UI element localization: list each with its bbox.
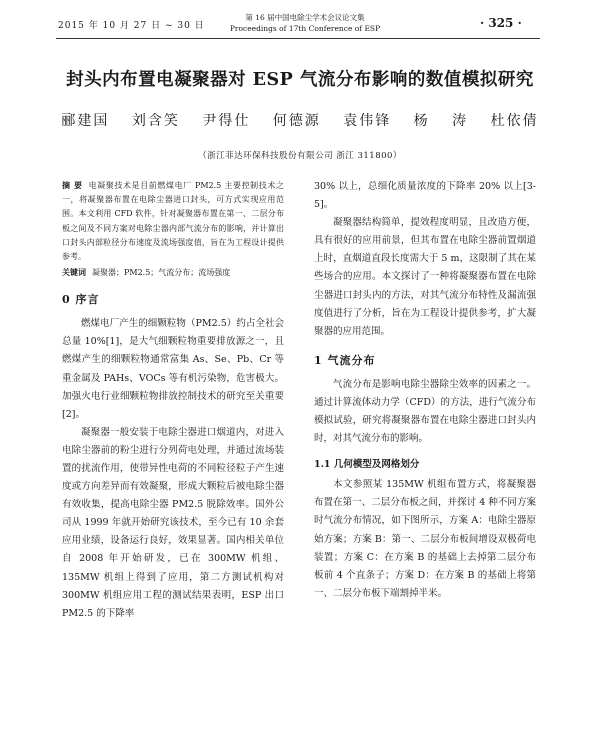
subsection-heading-model: 1.1 几何模型及网格划分 xyxy=(314,459,420,471)
intro-paragraph-2: 凝聚器一般安装于电除尘器进口烟道内，对进入电除尘器前的粉尘进行分列荷电处理，并通过流场装置的扰流作用，使带异性电荷的不同粒径粒子产生速度或方向差异而有效凝聚，形成大颗粒后被电除尘器有效收集，提高电除尘器 PM2.5 脱除效率。国外公司从 1999 年就开始研究该技术，至今已有 10 余套应用业绩，设备运行良好，效果显著。国内相关单位自 2008 年开始研发，已在 300MW 机组、135MW 机组上得到了应用，第二方测试机构对 300MW 机组应用工程的测试结果表明，ESP 出口 PM2.5 的下降率 xyxy=(62,426,284,619)
keywords xyxy=(62,265,284,280)
paper-title: 封头内布置电凝聚器对 ESP 气流分布影响的数值模拟研究 xyxy=(66,70,534,90)
keywords-text: 凝聚器；PM2.5；气流分布；流场强度 xyxy=(92,268,231,278)
section-heading-flow: 1 气流分布 xyxy=(314,353,376,367)
affiliation: （浙江菲达环保科技股份有限公司 浙江 311800） xyxy=(198,151,402,161)
header-date: 2015 年 10 月 27 日 ~ 30 日 xyxy=(58,21,205,31)
author-list: 郦建国 刘含笑 尹得仕 何德源 袁伟锋 杨 涛 杜依倩 xyxy=(61,113,539,129)
page-number: · 325 · xyxy=(480,16,522,30)
abstract-label: 摘 要 xyxy=(62,180,83,190)
intro-paragraph-3: 凝聚器结构简单，提效程度明显，且改造方便，具有很好的应用前景，但其布置在电除尘器前置烟道上时，直烟道直段长度需大于 5 m，这限制了其在某些场合的应用。本文探讨了一种将凝聚器布置在电除尘器进口封头内的方法，对其气流分布特性及漏流强度值进行了分析，旨在为工程设计提供参考，扩大凝聚器的应用范围。 xyxy=(314,217,536,337)
header-proceedings-en: Proceedings of 17th Conference of ESP xyxy=(229,24,381,33)
abstract-text: 电凝聚技术是目前燃煤电厂 PM2.5 主要控制技术之一，将凝聚器布置在电除尘器进口封头，可方式实现应用范围。本文利用 CFD 软件，针对凝聚器布置在第一、二层分布板之间及不同方案对电除尘器内部气流分布的影响，并计算出口封头内部粒径分布速度及流场强度值，旨在为工程设计提供参考。 xyxy=(62,181,284,262)
header-proceedings-cn: 第 16 届中国电除尘学术会议论文集 xyxy=(245,13,365,22)
section-heading-intro: 0 序言 xyxy=(62,293,100,307)
keywords-label: 关键词 xyxy=(62,267,86,278)
header-proceedings xyxy=(210,12,400,34)
model-paragraph-1: 本文参照某 135MW 机组布置方式，将凝聚器布置在第一、二层分布板之间，并探讨 4 种不同方案时气流分布情况，如下图所示，方案 A：电除尘器原始方案；方案 B：第一、二层分布板间增设双极荷电装置；方案 C：在方案 B 的基础上去掉第二层分布板前 4 个直条子；方案 D：在方案 B 的基础上将第一、二层分布板下端割掉半米。 xyxy=(314,479,536,599)
right-column xyxy=(314,178,536,603)
intro-paragraph-1: 燃煤电厂产生的细颗粒物（PM2.5）约占全社会总量 10%[1]，是大气细颗粒物重要排放源之一，且燃煤产生的细颗粒物通常富集 As、Se、Pb、Cr 等重金属及 PAHs、VOCs 等有机污染物，危害极大。加强火电行业细颗粒物排放控制技术的研究至关重要[2]。 xyxy=(62,318,284,420)
header-divider xyxy=(56,38,540,39)
continued-paragraph: 30% 以上，总细化质量浓度的下降率 20% 以上[3-5]。 xyxy=(314,181,536,211)
left-column xyxy=(62,178,284,623)
abstract xyxy=(62,178,284,264)
flow-paragraph-1: 气流分布是影响电除尘器除尘效率的因素之一。通过计算流体动力学（CFD）的方法，进行气流分布模拟试验，研究将凝聚器布置在电除尘器进口封头内时，对其气流分布的影响。 xyxy=(314,378,536,445)
